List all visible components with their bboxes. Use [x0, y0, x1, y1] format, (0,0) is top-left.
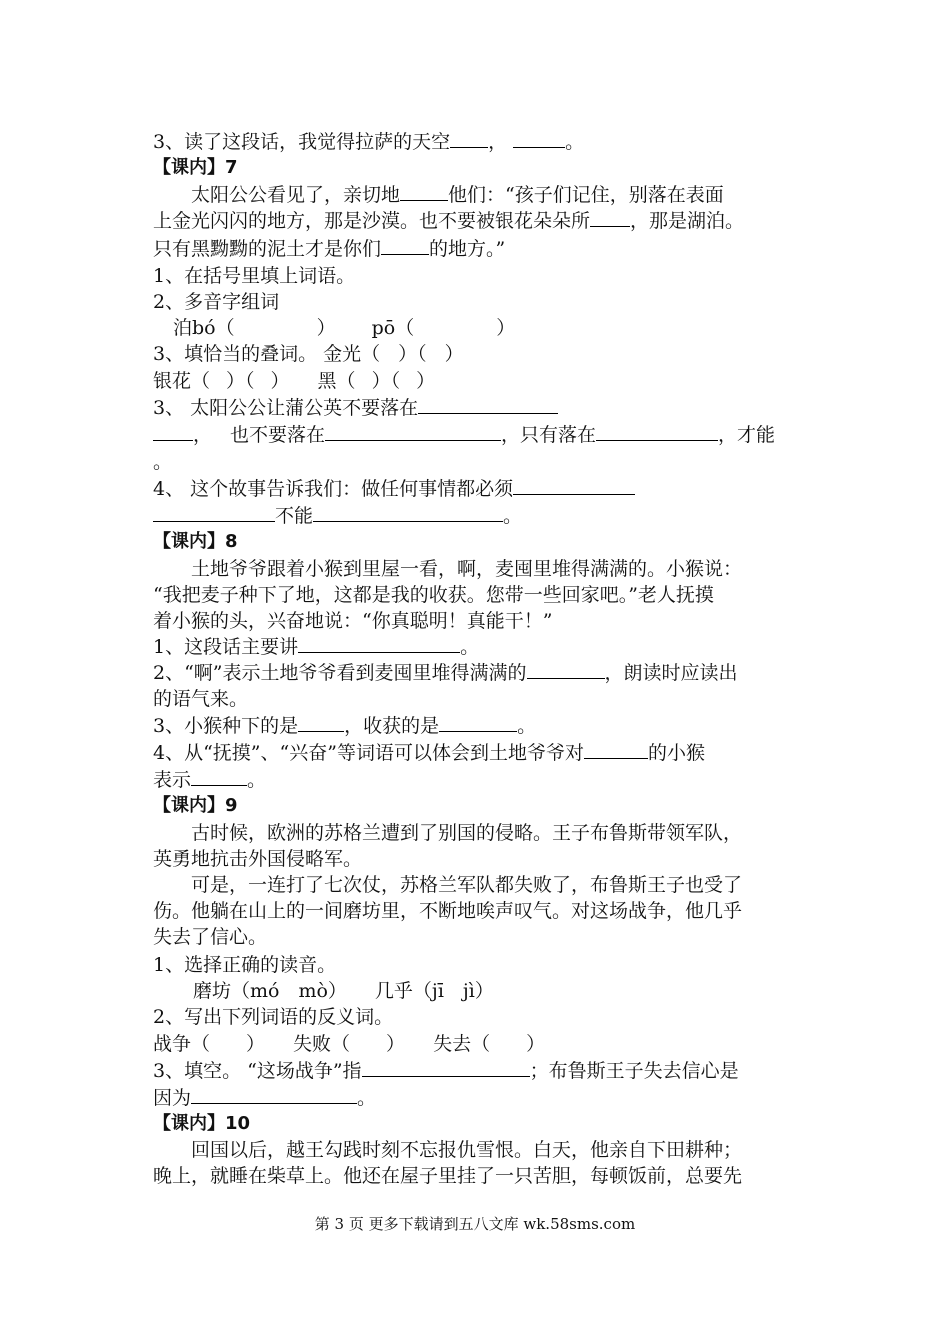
question-line: 表示 。 [153, 769, 267, 791]
question-line: 。 [153, 451, 173, 473]
answer-blank[interactable] [584, 740, 648, 759]
question-line: 2、写出下列词语的反义词。 [153, 1006, 394, 1028]
answer-blank[interactable] [400, 182, 448, 201]
answer-blank[interactable] [362, 1058, 530, 1077]
question-line: 4、从“抚摸”、“兴奋”等词语可以体会到土地爷爷对 的小猴 [153, 742, 705, 764]
question-line: 3、填空。 “这场战争”指 ；布鲁斯王子失去信心是 [153, 1060, 739, 1082]
question-line: 不能 。 [153, 503, 803, 529]
answer-blank[interactable] [450, 129, 488, 148]
question-line: 3、 太阳公公让蒲公英不要落在 [153, 395, 803, 421]
answer-blank[interactable] [298, 634, 460, 653]
question-line: 泊bó（ ） pō（ ） [173, 317, 516, 339]
answer-blank[interactable] [418, 395, 558, 414]
section-heading-9: 【课内】9 [153, 795, 238, 816]
question-line: 3、读了这段话，我觉得拉萨的天空 ， 。 [153, 131, 585, 153]
answer-blank[interactable] [153, 422, 193, 441]
answer-blank[interactable] [298, 713, 344, 732]
question-line: 1、这段话主要讲 。 [153, 636, 480, 658]
passage-line: 着小猴的头，兴奋地说：“你真聪明！真能干！” [153, 610, 553, 632]
answer-blank[interactable] [590, 208, 630, 227]
passage-line: 只有黑黝黝的泥土才是你们 的地方。” [153, 238, 506, 260]
question-line: 1、在括号里填上词语。 [153, 265, 356, 287]
question-line: 因为 。 [153, 1087, 377, 1109]
question-line: ， 也不要落在 ，只有落在 ，才能 [153, 422, 803, 448]
passage-line: 英勇地抗击外国侵略军。 [153, 848, 363, 870]
answer-blank[interactable] [325, 422, 501, 441]
question-line: 战争（ ） 失败（ ） 失去（ ） [153, 1033, 546, 1055]
question-line: 3、小猴种下的是 ，收获的是 。 [153, 715, 537, 737]
passage-line: 晚上，就睡在柴草上。他还在屋子里挂了一只苦胆，每顿饭前，总要先 [153, 1165, 743, 1187]
question-line: 的语气来。 [153, 688, 249, 710]
question-line: 2、多音字组词 [153, 291, 280, 313]
passage-line: 土地爷爷跟着小猴到里屋一看，啊，麦囤里堆得满满的。小猴说： [191, 558, 743, 580]
passage-line: 失去了信心。 [153, 926, 268, 948]
answer-blank[interactable] [513, 129, 565, 148]
passage-line: 太阳公公看见了，亲切地 他们：“孩子们记住，别落在表面 [191, 184, 724, 206]
passage-line: 古时候，欧洲的苏格兰遭到了别国的侵略。王子布鲁斯带领军队， [191, 822, 743, 844]
passage-line: 上金光闪闪的地方，那是沙漠。也不要被银花朵朵所 ，那是湖泊。 [153, 210, 745, 232]
answer-blank[interactable] [381, 236, 429, 255]
question-line: 4、 这个故事告诉我们：做任何事情都必须 [153, 476, 803, 502]
question-line: 3、填恰当的叠词。 金光（ ）（ ） [153, 343, 464, 365]
section-heading-7: 【课内】7 [153, 157, 238, 178]
page-footer: 第 3 页 更多下载请到五八文库 wk.58sms.com [314, 1215, 636, 1233]
answer-blank[interactable] [191, 767, 247, 786]
passage-line: 可是，一连打了七次仗，苏格兰军队都失败了，布鲁斯王子也受了 [191, 874, 743, 896]
passage-line: 回国以后，越王勾践时刻不忘报仇雪恨。白天，他亲自下田耕种； [191, 1139, 743, 1161]
question-line: 1、选择正确的读音。 [153, 954, 337, 976]
section-heading-8: 【课内】8 [153, 531, 238, 552]
answer-blank[interactable] [439, 713, 517, 732]
question-line: 2、“啊”表示土地爷爷看到麦囤里堆得满满的 ，朗读时应读出 [153, 662, 738, 684]
question-line: 磨坊（mó mò） 几乎（jī jì） [193, 980, 494, 1002]
question-line: 银花（ ）（ ） 黑（ ）（ ） [153, 370, 436, 392]
answer-blank[interactable] [191, 1085, 357, 1104]
answer-blank[interactable] [596, 422, 718, 441]
section-heading-10: 【课内】10 [153, 1113, 251, 1134]
answer-blank[interactable] [527, 660, 605, 679]
answer-blank[interactable] [313, 503, 503, 522]
answer-blank[interactable] [513, 476, 635, 495]
answer-blank[interactable] [153, 503, 275, 522]
passage-line: 伤。他躺在山上的一间磨坊里，不断地唉声叹气。对这场战争，他几乎 [153, 900, 743, 922]
passage-line: “我把麦子种下了地，这都是我的收获。您带一些回家吧。”老人抚摸 [153, 584, 714, 606]
